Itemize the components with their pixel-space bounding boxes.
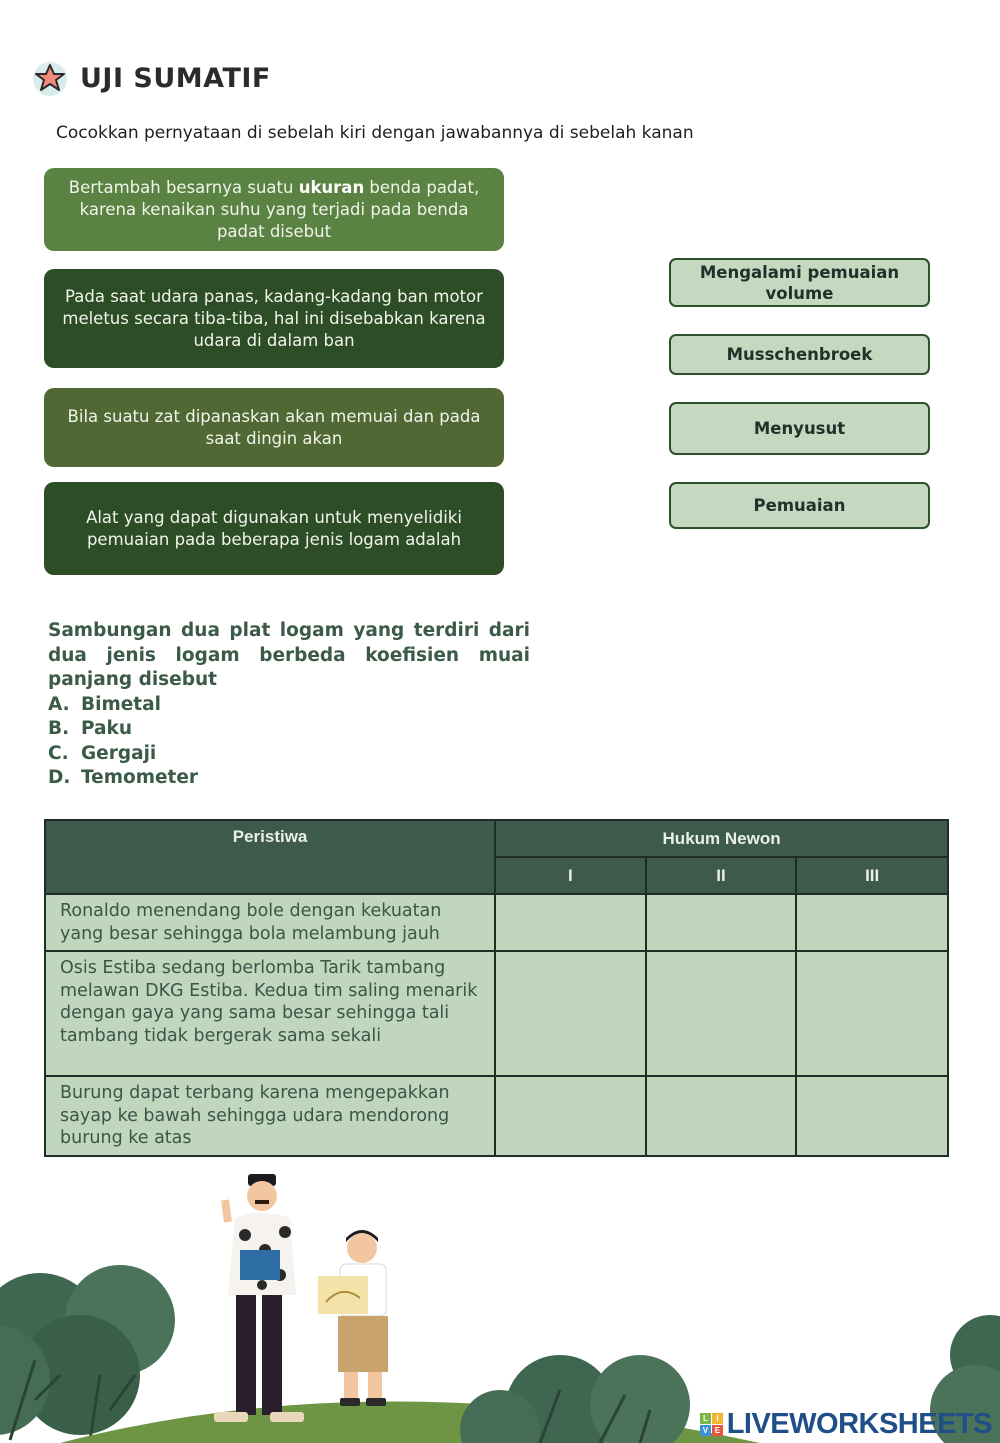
matching-question-1[interactable]: Bertambah besarnya suatu ukuran benda padat, karena kenaikan suhu yang terjadi pada benda padat disebut — [44, 168, 504, 251]
answer-cell[interactable] — [646, 894, 797, 951]
mcq-question: Sambungan dua plat logam yang terdiri dari dua jenis logam berbeda koefisien muai panjang disebut — [48, 620, 530, 690]
answer-cell[interactable] — [495, 894, 646, 951]
decorative-scene — [0, 1160, 1000, 1443]
answer-cell[interactable] — [495, 1076, 646, 1156]
header-law-2: II — [646, 857, 797, 894]
header-peristiwa: Peristiwa — [45, 820, 495, 894]
star-icon — [30, 58, 70, 98]
page-title: UJI SUMATIF — [80, 62, 271, 94]
mcq-block — [48, 619, 530, 791]
event-cell: Ronaldo menendang bole dengan kekuatan yang besar sehingga bola melambung jauh — [45, 894, 495, 951]
mcq-option-b[interactable]: B. Paku — [48, 718, 133, 739]
answer-cell[interactable] — [796, 951, 948, 1076]
bold-word: ukuran — [298, 177, 365, 197]
mcq-option-a[interactable]: A. Bimetal — [48, 693, 161, 715]
teacher-figure-icon — [214, 1174, 304, 1422]
instruction-text: Cocokkan pernyataan di sebelah kiri dengan jawabannya di sebelah kanan — [56, 123, 694, 143]
liveworksheets-logo-icon: L I V E — [700, 1413, 723, 1436]
event-cell: Burung dapat terbang karena mengepakkan sayap ke bawah sehingga udara mendorong burung ke atas — [45, 1076, 495, 1156]
answer-cell[interactable] — [796, 894, 948, 951]
table-row — [45, 1076, 948, 1156]
answer-cell[interactable] — [796, 1076, 948, 1156]
mcq-option-c[interactable]: C. Gergaji — [48, 742, 157, 764]
header-hukum-newton: Hukum Newon — [495, 820, 948, 857]
matching-question-4[interactable]: Alat yang dapat digunakan untuk menyelidiki pemuaian pada beberapa jenis logam adalah — [44, 482, 504, 575]
page-header — [30, 58, 271, 98]
matching-question-2[interactable]: Pada saat udara panas, kadang-kadang ban motor meletus secara tiba-tiba, hal ini disebabkan karena udara di dalam ban — [44, 269, 504, 368]
event-cell: Osis Estiba sedang berlomba Tarik tambang melawan DKG Estiba. Kedua tim saling menarik dengan gaya yang sama besar sehingga tali tambang tidak bergerak sama sekali — [45, 951, 495, 1076]
matching-answer-2[interactable]: Musschenbroek — [669, 334, 930, 375]
mcq-option-d[interactable]: D. Temometer — [48, 767, 199, 788]
matching-answer-1[interactable]: Mengalami pemuaian volume — [669, 258, 930, 307]
matching-answer-4[interactable]: Pemuaian — [669, 482, 930, 529]
table-row — [45, 894, 948, 951]
brand-name: LIVEWORKSHEETS — [726, 1408, 992, 1440]
matching-answer-3[interactable]: Menyusut — [669, 402, 930, 455]
answer-cell[interactable] — [646, 951, 797, 1076]
liveworksheets-brand[interactable] — [700, 1408, 992, 1441]
answer-cell[interactable] — [646, 1076, 797, 1156]
matching-question-3[interactable]: Bila suatu zat dipanaskan akan memuai dan pada saat dingin akan — [44, 388, 504, 467]
student-figure-icon — [318, 1230, 388, 1406]
newton-law-table — [44, 819, 949, 1157]
table-row — [45, 951, 948, 1076]
bush-left-icon — [0, 1265, 175, 1440]
header-law-3: III — [796, 857, 948, 894]
header-law-1: I — [495, 857, 646, 894]
answer-cell[interactable] — [495, 951, 646, 1076]
